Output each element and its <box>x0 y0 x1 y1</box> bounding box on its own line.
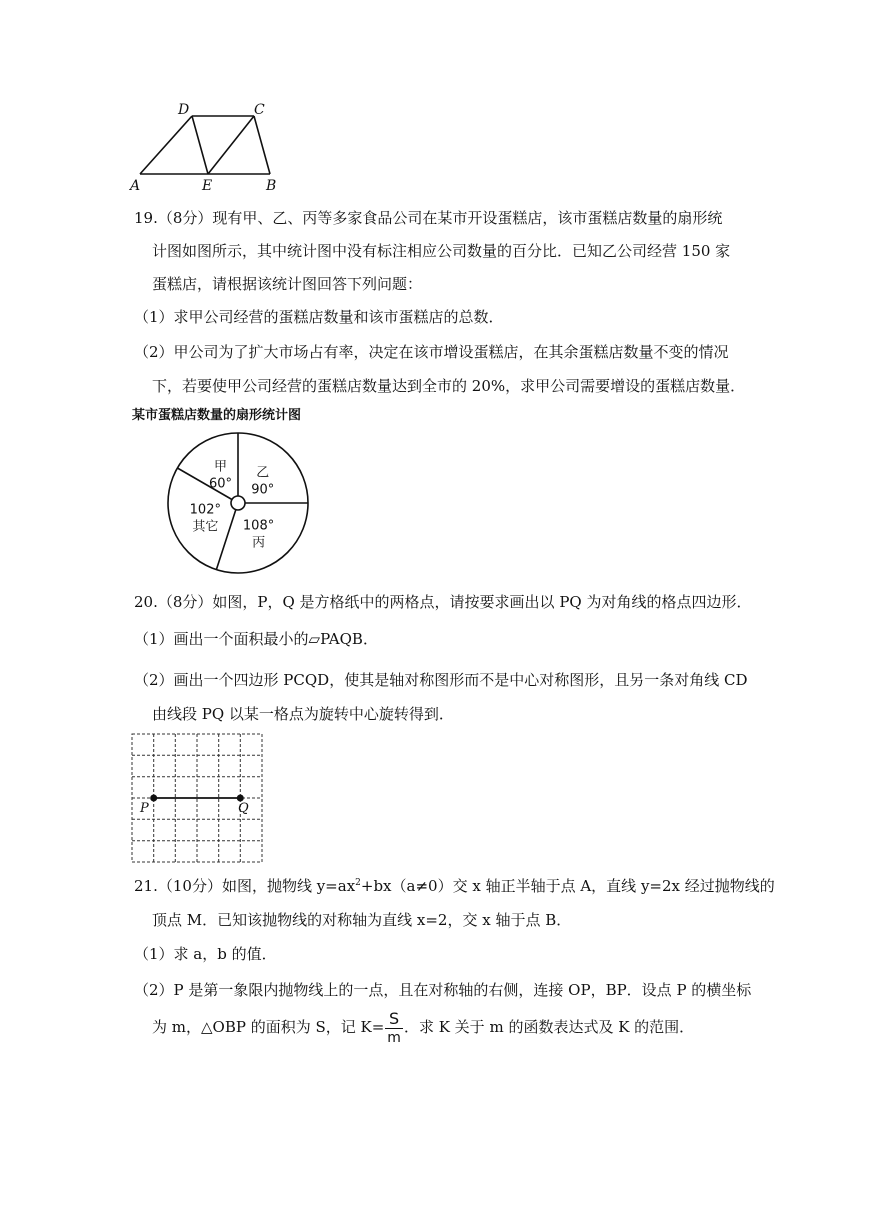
q21-line2: 顶点 M．已知该抛物线的对称轴为直线 x=2，交 x 轴于点 B． <box>152 911 572 929</box>
q21-line1-a: 21.（10分）如图，抛物线 y=ax <box>134 877 356 895</box>
label-e: E <box>202 178 213 194</box>
q21-line1-b: +bx（a≠0）交 x 轴正半轴于点 A，直线 y=2x 经过抛物线的 <box>360 877 775 895</box>
label-p: P <box>140 801 149 816</box>
label-c: C <box>254 102 265 118</box>
q19-line3: 蛋糕店，请根据该统计图回答下列问题： <box>152 275 423 293</box>
trapezoid-figure <box>128 100 288 196</box>
fraction-numerator: S <box>385 1010 403 1029</box>
q20-part2b: 由线段 PQ 以某一格点为旋转中心旋转得到． <box>152 705 454 723</box>
q21-part2b <box>152 1008 694 1047</box>
q19-part1: （1）求甲公司经营的蛋糕店数量和该市蛋糕店的总数． <box>134 308 504 326</box>
label-a: A <box>130 178 141 194</box>
q21-part2a: （2）P 是第一象限内抛物线上的一点，且在对称轴的右侧，连接 OP，BP．设点 P 的横坐标 <box>134 981 752 999</box>
point-p <box>150 795 157 802</box>
q19-part2a: （2）甲公司为了扩大市场占有率，决定在该市增设蛋糕店，在其余蛋糕店数量不变的情况 <box>134 343 729 361</box>
pie-label-line1: 102° <box>189 502 221 518</box>
pie-chart <box>160 428 316 578</box>
label-d: D <box>178 102 190 118</box>
pie-label-line2: 其它 <box>192 519 219 535</box>
label-b: B <box>266 178 277 194</box>
pie-label-line1: 甲 <box>213 459 228 475</box>
q21-part2b-b: ．求 K 关于 m 的函数表达式及 K 的范围． <box>403 1018 695 1036</box>
q20-part2a: （2）画出一个四边形 PCQD，使其是轴对称图形而不是中心对称图形，且另一条对角线 CD <box>134 671 748 689</box>
q21-line1-sup: 2 <box>355 878 361 888</box>
q21-part2b-a: 为 m，△OBP 的面积为 S，记 K= <box>152 1018 385 1036</box>
q20-part1: （1）画出一个面积最小的▱PAQB． <box>134 630 378 648</box>
pie-label-line2: 90° <box>251 482 275 498</box>
label-q: Q <box>238 801 249 816</box>
q20-line1: 20.（8分）如图，P，Q 是方格纸中的两格点，请按要求画出以 PQ 为对角线的格点四边形． <box>134 593 752 611</box>
q19-line1: 19.（8分）现有甲、乙、丙等多家食品公司在某市开设蛋糕店，该市蛋糕店数量的扇形统 <box>134 209 723 227</box>
pie-label-line2: 60° <box>208 476 233 492</box>
pie-label-line2: 丙 <box>252 535 266 551</box>
pie-label-line1: 108° <box>242 518 275 534</box>
fraction-denominator: m <box>387 1029 401 1046</box>
q21-line1 <box>134 876 775 896</box>
chart-title: 某市蛋糕店数量的扇形统计图 <box>132 408 302 423</box>
pie-label-line1: 乙 <box>256 465 270 481</box>
pie-center <box>231 496 245 510</box>
fraction-s-over-m <box>385 1010 403 1047</box>
grid-figure <box>128 730 266 866</box>
q21-part1: （1）求 a，b 的值． <box>134 945 277 963</box>
pie-slice-boundary <box>216 510 235 570</box>
q19-part2b: 下，若要使甲公司经营的蛋糕店数量达到全市的 20%，求甲公司需要增设的蛋糕店数量． <box>152 377 746 395</box>
q19-line2: 计图如图所示，其中统计图中没有标注相应公司数量的百分比．已知乙公司经营 150 家 <box>152 242 731 260</box>
